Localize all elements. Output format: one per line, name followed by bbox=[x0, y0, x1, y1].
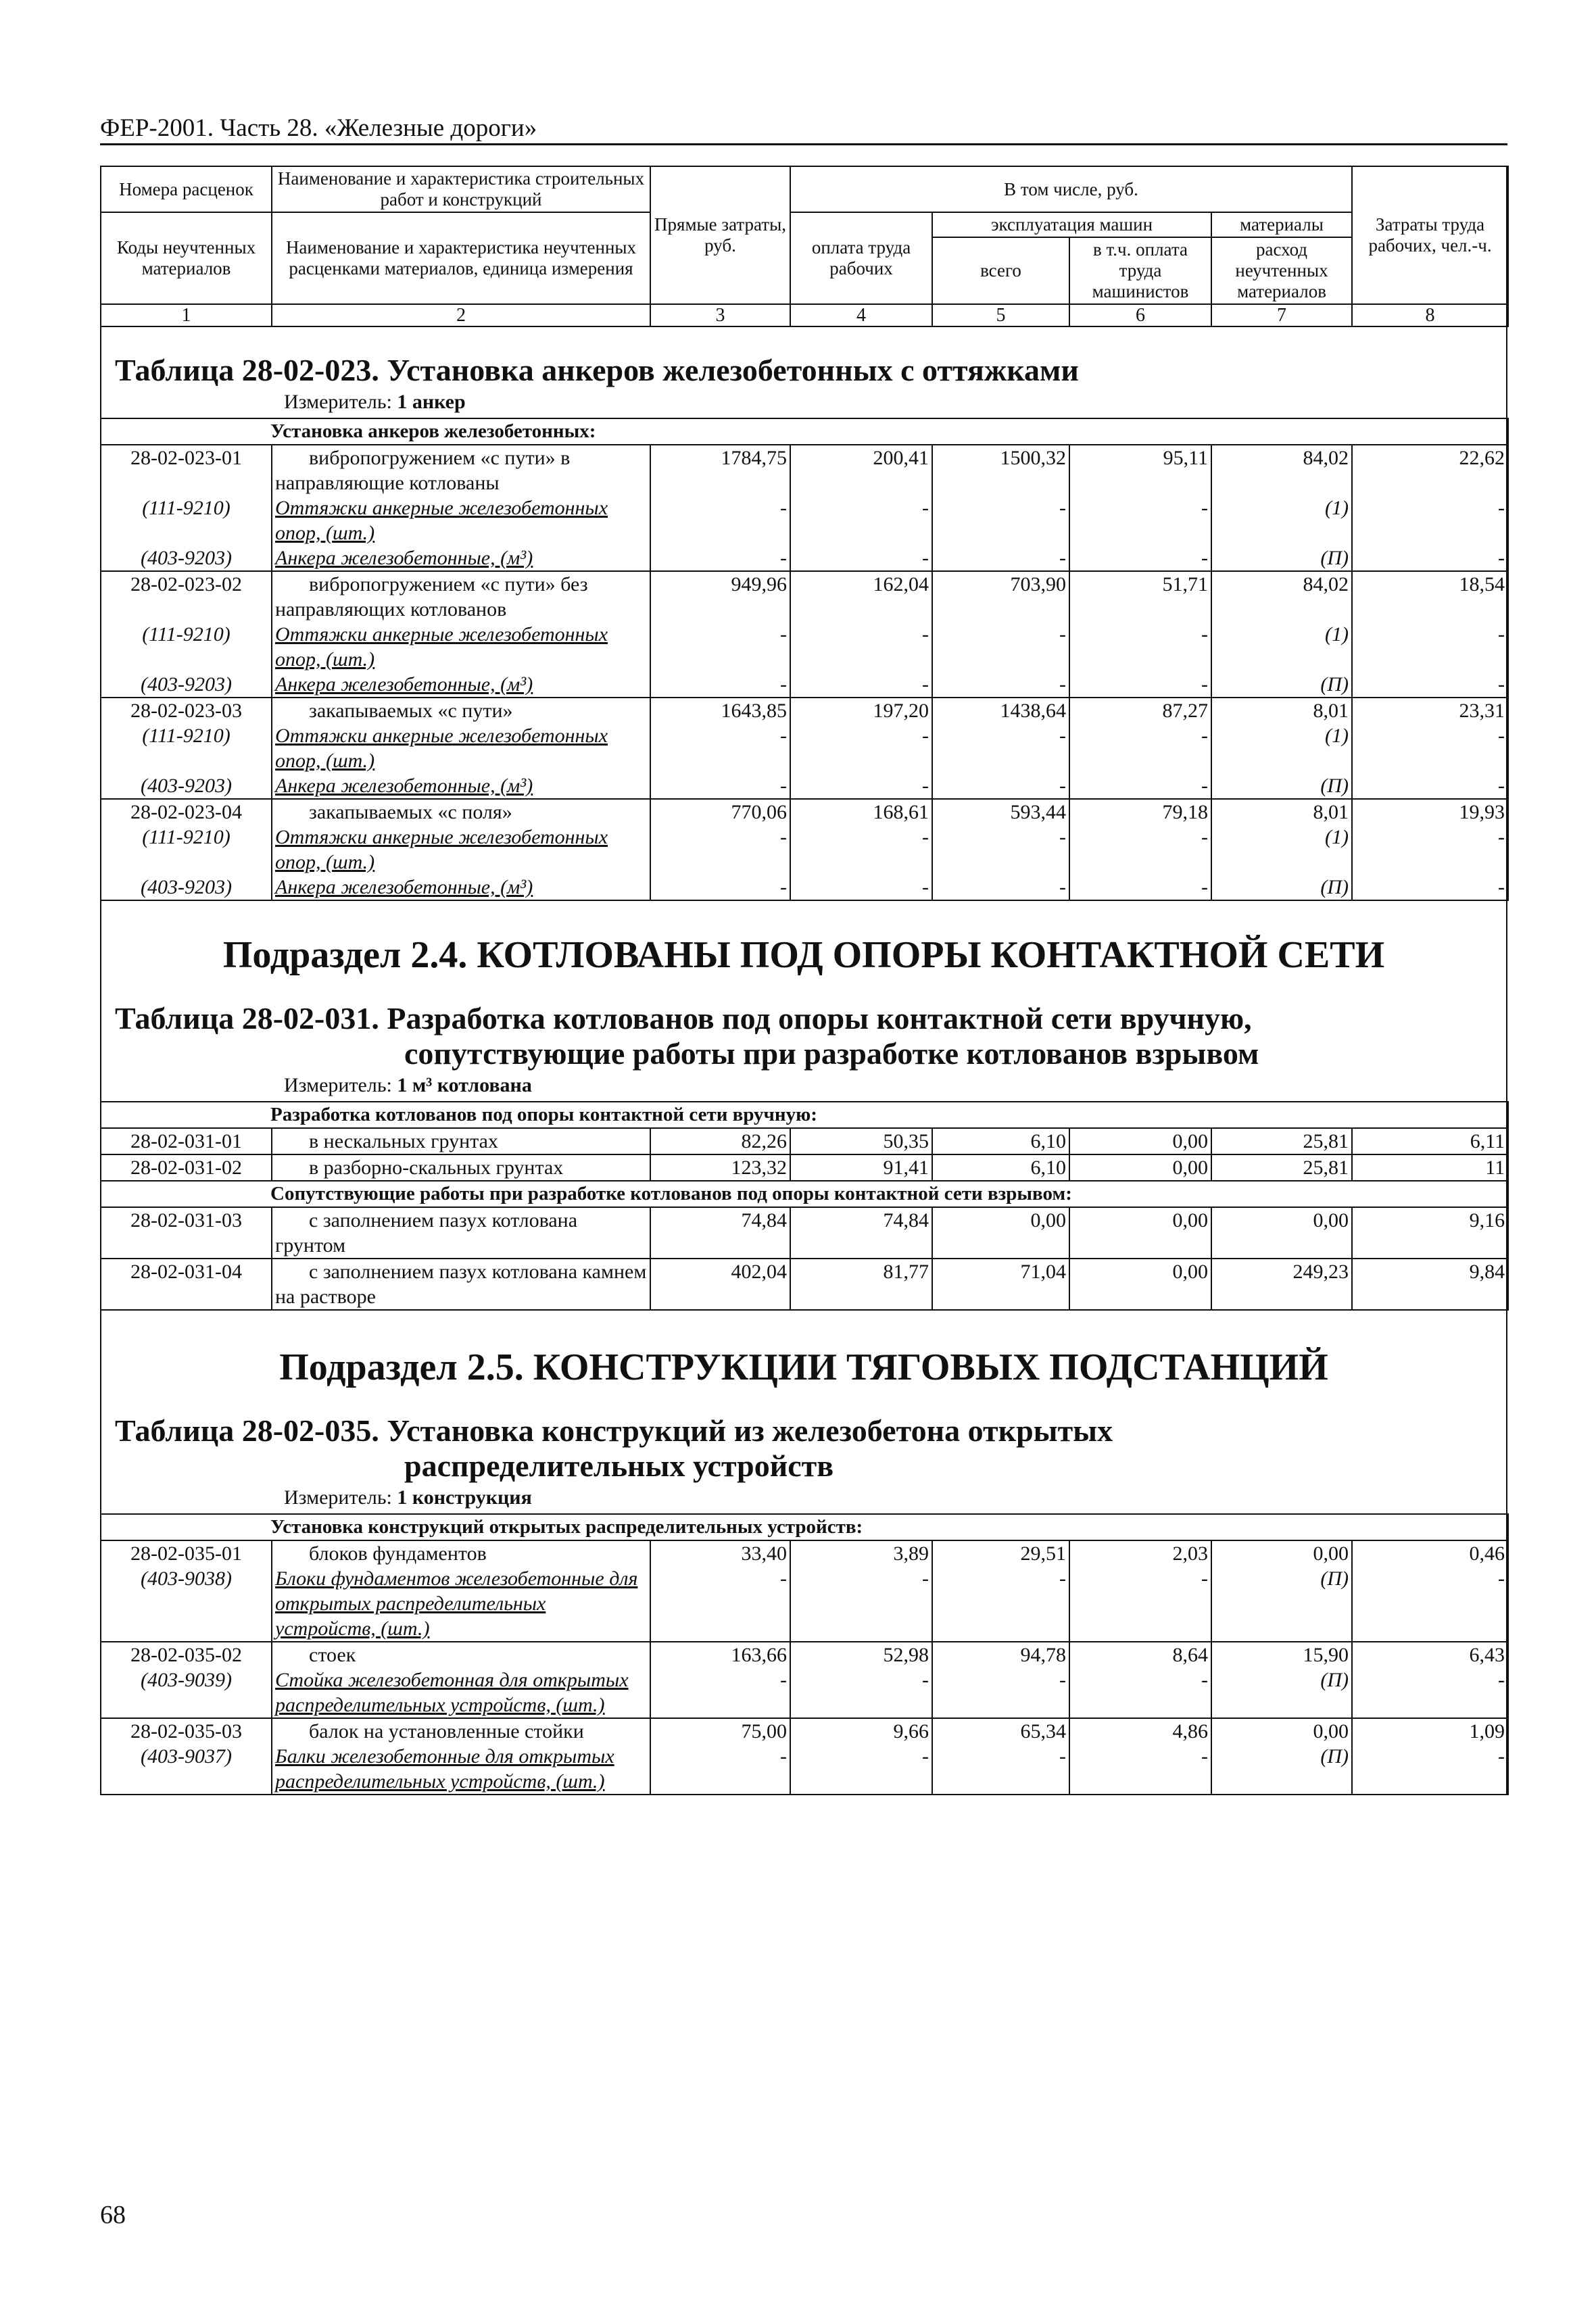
value-cell: - bbox=[790, 875, 932, 900]
value-cell: 0,00 bbox=[1069, 1207, 1211, 1259]
value-cell: - bbox=[650, 1744, 790, 1795]
rate-code: 28-02-031-02 bbox=[101, 1154, 272, 1181]
rate-code: 28-02-035-02 bbox=[101, 1642, 272, 1667]
material-name: Блоки фундаментов железобетонные для открытых распределительных устройств, (шт.) bbox=[272, 1566, 650, 1642]
col-consumption-header: расход неучтенных материалов bbox=[1211, 237, 1352, 304]
column-header-table bbox=[100, 166, 1509, 327]
rate-code: 28-02-031-03 bbox=[101, 1207, 272, 1259]
value-cell: 8,01 bbox=[1211, 799, 1352, 825]
value-cell: 2,03 bbox=[1069, 1540, 1211, 1566]
material-row bbox=[101, 825, 1508, 875]
value-cell: 949,96 bbox=[650, 571, 790, 622]
value-cell: - bbox=[932, 773, 1069, 799]
rate-name: с заполнением пазух котлована грунтом bbox=[272, 1207, 650, 1259]
value-cell: 33,40 bbox=[650, 1540, 790, 1566]
value-cell: - bbox=[932, 723, 1069, 773]
col-number: 6 bbox=[1069, 304, 1211, 326]
material-code: (403-9203) bbox=[101, 545, 272, 571]
col-machines-header: эксплуатация машин bbox=[932, 212, 1211, 237]
col-incl-header: В том числе, руб. bbox=[790, 166, 1352, 212]
value-cell: - bbox=[650, 723, 790, 773]
rate-row bbox=[101, 1718, 1508, 1744]
value-cell: - bbox=[1352, 495, 1508, 545]
rates-table bbox=[100, 1101, 1509, 1311]
rate-name: блоков фундаментов bbox=[272, 1540, 650, 1566]
value-cell: - bbox=[932, 825, 1069, 875]
value-cell: 0,00 bbox=[1211, 1540, 1352, 1566]
value-cell: 84,02 bbox=[1211, 445, 1352, 495]
material-code: (403-9203) bbox=[101, 672, 272, 698]
material-name: Оттяжки анкерные железобетонных опор, (шт.) bbox=[272, 622, 650, 672]
rate-name: в нескальных грунтах bbox=[272, 1128, 650, 1154]
rate-row bbox=[101, 1540, 1508, 1566]
measure-label: Измеритель: bbox=[284, 1074, 392, 1096]
value-cell: - bbox=[932, 672, 1069, 698]
value-cell: - bbox=[1069, 1667, 1211, 1718]
measure-value: 1 м³ котлована bbox=[397, 1074, 532, 1096]
value-cell: 0,00 bbox=[1211, 1207, 1352, 1259]
rate-code: 28-02-023-03 bbox=[101, 698, 272, 723]
material-name: Стойка железобетонная для открытых распределительных устройств, (шт.) bbox=[272, 1667, 650, 1718]
value-cell: 82,26 bbox=[650, 1128, 790, 1154]
main-frame bbox=[100, 166, 1507, 1795]
value-cell: (П) bbox=[1211, 773, 1352, 799]
rate-code: 28-02-031-01 bbox=[101, 1128, 272, 1154]
value-cell: 75,00 bbox=[650, 1718, 790, 1744]
measure-label: Измеритель: bbox=[284, 391, 392, 413]
value-cell: (1) bbox=[1211, 622, 1352, 672]
rate-row bbox=[101, 1259, 1508, 1310]
group-row bbox=[101, 1514, 1508, 1540]
rate-name: стоек bbox=[272, 1642, 650, 1667]
value-cell: 1,09 bbox=[1352, 1718, 1508, 1744]
value-cell: 9,84 bbox=[1352, 1259, 1508, 1310]
value-cell: 94,78 bbox=[932, 1642, 1069, 1667]
value-cell: - bbox=[1069, 825, 1211, 875]
value-cell: 9,66 bbox=[790, 1718, 932, 1744]
value-cell: - bbox=[650, 495, 790, 545]
measure-value: 1 конструкция bbox=[397, 1486, 532, 1509]
value-cell: 95,11 bbox=[1069, 445, 1211, 495]
value-cell: - bbox=[932, 875, 1069, 900]
measure-line bbox=[284, 391, 1507, 414]
value-cell: 1500,32 bbox=[932, 445, 1069, 495]
value-cell: 0,00 bbox=[932, 1207, 1069, 1259]
group-label: Установка конструкций открытых распределительных устройств: bbox=[101, 1514, 1508, 1540]
value-cell: 6,43 bbox=[1352, 1642, 1508, 1667]
frame-border-left bbox=[100, 166, 101, 1795]
value-cell: - bbox=[650, 875, 790, 900]
rate-name: закапываемых «с поля» bbox=[272, 799, 650, 825]
material-row bbox=[101, 672, 1508, 698]
value-cell: 0,00 bbox=[1069, 1259, 1211, 1310]
value-cell: 593,44 bbox=[932, 799, 1069, 825]
material-name: Анкера железобетонные, (м³) bbox=[272, 875, 650, 900]
rate-code: 28-02-035-03 bbox=[101, 1718, 272, 1744]
value-cell: - bbox=[790, 1566, 932, 1642]
value-cell: (П) bbox=[1211, 1667, 1352, 1718]
value-cell: 249,23 bbox=[1211, 1259, 1352, 1310]
value-cell: - bbox=[650, 672, 790, 698]
rate-name: вибропогружением «с пути» в направляющие котлованы bbox=[272, 445, 650, 495]
value-cell: - bbox=[790, 825, 932, 875]
rate-row bbox=[101, 1207, 1508, 1259]
value-cell: 4,86 bbox=[1069, 1718, 1211, 1744]
rate-code: 28-02-031-04 bbox=[101, 1259, 272, 1310]
value-cell: 1643,85 bbox=[650, 698, 790, 723]
value-cell: 19,93 bbox=[1352, 799, 1508, 825]
material-name: Анкера железобетонные, (м³) bbox=[272, 672, 650, 698]
value-cell: 9,16 bbox=[1352, 1207, 1508, 1259]
material-code: (111-9210) bbox=[101, 723, 272, 773]
value-cell: 18,54 bbox=[1352, 571, 1508, 622]
value-cell: - bbox=[1352, 1667, 1508, 1718]
value-cell: - bbox=[1069, 1566, 1211, 1642]
table-title: Таблица 28-02-031. Разработка котлованов под опоры контактной сети вручную, bbox=[115, 1001, 1252, 1035]
group-label: Установка анкеров железобетонных: bbox=[101, 418, 1508, 445]
value-cell: (1) bbox=[1211, 495, 1352, 545]
value-cell: 0,00 bbox=[1069, 1154, 1211, 1181]
col-number: 1 bbox=[101, 304, 272, 326]
value-cell: 22,62 bbox=[1352, 445, 1508, 495]
page-number: 68 bbox=[100, 2201, 126, 2229]
value-cell: - bbox=[790, 622, 932, 672]
rate-code: 28-02-035-01 bbox=[101, 1540, 272, 1566]
value-cell: - bbox=[1352, 723, 1508, 773]
value-cell: 23,31 bbox=[1352, 698, 1508, 723]
value-cell: 0,46 bbox=[1352, 1540, 1508, 1566]
value-cell: (П) bbox=[1211, 1744, 1352, 1795]
material-name: Балки железобетонные для открытых распределительных устройств, (шт.) bbox=[272, 1744, 650, 1795]
material-row bbox=[101, 495, 1508, 545]
value-cell: - bbox=[650, 1566, 790, 1642]
rate-code: 28-02-023-04 bbox=[101, 799, 272, 825]
value-cell: - bbox=[1352, 1566, 1508, 1642]
value-cell: - bbox=[790, 773, 932, 799]
value-cell: - bbox=[932, 1744, 1069, 1795]
value-cell: - bbox=[1352, 622, 1508, 672]
value-cell: 65,34 bbox=[932, 1718, 1069, 1744]
col-number: 8 bbox=[1352, 304, 1508, 326]
header-rule bbox=[100, 143, 1507, 145]
value-cell: - bbox=[932, 622, 1069, 672]
value-cell: - bbox=[932, 1566, 1069, 1642]
material-code: (403-9203) bbox=[101, 773, 272, 799]
value-cell: - bbox=[790, 672, 932, 698]
value-cell: - bbox=[790, 495, 932, 545]
value-cell: 8,64 bbox=[1069, 1642, 1211, 1667]
tables-content bbox=[100, 353, 1507, 1795]
value-cell: 51,71 bbox=[1069, 571, 1211, 622]
rate-row bbox=[101, 1154, 1508, 1181]
rate-name: с заполнением пазух котлована камнем на растворе bbox=[272, 1259, 650, 1310]
value-cell: - bbox=[932, 1667, 1069, 1718]
value-cell: - bbox=[1069, 622, 1211, 672]
col-mat-codes-header: Коды неучтенных материалов bbox=[101, 212, 272, 304]
material-name: Оттяжки анкерные железобетонных опор, (шт.) bbox=[272, 495, 650, 545]
col-number: 2 bbox=[272, 304, 650, 326]
col-drivers-header: в т.ч. оплата труда машинистов bbox=[1069, 237, 1211, 304]
material-code: (403-9203) bbox=[101, 875, 272, 900]
material-name: Оттяжки анкерные железобетонных опор, (шт.) bbox=[272, 825, 650, 875]
value-cell: - bbox=[1069, 723, 1211, 773]
value-cell: 52,98 bbox=[790, 1642, 932, 1667]
table-title: Таблица 28-02-035. Установка конструкций из железобетона открытых bbox=[115, 1413, 1113, 1448]
material-row bbox=[101, 723, 1508, 773]
value-cell: - bbox=[1069, 1744, 1211, 1795]
col-labor-header: Затраты труда рабочих, чел.-ч. bbox=[1352, 166, 1508, 304]
value-cell: 163,66 bbox=[650, 1642, 790, 1667]
value-cell: 11 bbox=[1352, 1154, 1508, 1181]
value-cell: 84,02 bbox=[1211, 571, 1352, 622]
rates-table bbox=[100, 1513, 1509, 1795]
value-cell: - bbox=[790, 1744, 932, 1795]
frame-border-right bbox=[1506, 166, 1507, 1795]
rate-name: вибропогружением «с пути» без направляющих котлованов bbox=[272, 571, 650, 622]
table-title-continued: сопутствующие работы при разработке котлованов взрывом bbox=[404, 1036, 1259, 1071]
value-cell: 25,81 bbox=[1211, 1128, 1352, 1154]
material-code: (111-9210) bbox=[101, 622, 272, 672]
material-row bbox=[101, 773, 1508, 799]
table-title-continued: распределительных устройств bbox=[404, 1448, 834, 1483]
value-cell: (П) bbox=[1211, 875, 1352, 900]
value-cell: - bbox=[650, 1667, 790, 1718]
value-cell: 1784,75 bbox=[650, 445, 790, 495]
value-cell: 15,90 bbox=[1211, 1642, 1352, 1667]
value-cell: (П) bbox=[1211, 1566, 1352, 1642]
value-cell: 87,27 bbox=[1069, 698, 1211, 723]
material-row bbox=[101, 875, 1508, 900]
value-cell: 197,20 bbox=[790, 698, 932, 723]
rate-row bbox=[101, 799, 1508, 825]
material-row bbox=[101, 1667, 1508, 1718]
value-cell: 123,32 bbox=[650, 1154, 790, 1181]
group-row bbox=[101, 1181, 1508, 1207]
col-number: 5 bbox=[932, 304, 1069, 326]
value-cell: - bbox=[1069, 672, 1211, 698]
rate-name: балок на установленные стойки bbox=[272, 1718, 650, 1744]
col-mat-name-header: Наименование и характеристика неучтенных расценками материалов, единица измерения bbox=[272, 212, 650, 304]
value-cell: 6,11 bbox=[1352, 1128, 1508, 1154]
value-cell: 0,00 bbox=[1211, 1718, 1352, 1744]
value-cell: - bbox=[1069, 773, 1211, 799]
value-cell: 168,61 bbox=[790, 799, 932, 825]
value-cell: 81,77 bbox=[790, 1259, 932, 1310]
group-row bbox=[101, 1102, 1508, 1128]
section-heading: Подраздел 2.4. КОТЛОВАНЫ ПОД ОПОРЫ КОНТАКТНОЙ СЕТИ bbox=[222, 934, 1385, 976]
value-cell: (1) bbox=[1211, 723, 1352, 773]
col-codes-header: Номера расценок bbox=[101, 166, 272, 212]
value-cell: - bbox=[1352, 545, 1508, 571]
value-cell: - bbox=[650, 773, 790, 799]
value-cell: - bbox=[790, 723, 932, 773]
value-cell: 25,81 bbox=[1211, 1154, 1352, 1181]
value-cell: 74,84 bbox=[790, 1207, 932, 1259]
measure-value: 1 анкер bbox=[397, 391, 466, 413]
value-cell: - bbox=[650, 825, 790, 875]
value-cell: 703,90 bbox=[932, 571, 1069, 622]
value-cell: 6,10 bbox=[932, 1128, 1069, 1154]
col-pay-header: оплата труда рабочих bbox=[790, 212, 932, 304]
rate-row bbox=[101, 445, 1508, 495]
rate-row bbox=[101, 1642, 1508, 1667]
table-title: Таблица 28-02-023. Установка анкеров железобетонных с оттяжками bbox=[115, 353, 1079, 387]
value-cell: (П) bbox=[1211, 672, 1352, 698]
value-cell: 402,04 bbox=[650, 1259, 790, 1310]
value-cell: 29,51 bbox=[932, 1540, 1069, 1566]
value-cell: - bbox=[1352, 825, 1508, 875]
value-cell: - bbox=[1069, 495, 1211, 545]
value-cell: 91,41 bbox=[790, 1154, 932, 1181]
rate-row bbox=[101, 698, 1508, 723]
material-row bbox=[101, 622, 1508, 672]
measure-line bbox=[284, 1486, 1507, 1509]
rate-code: 28-02-023-01 bbox=[101, 445, 272, 495]
material-code: (111-9210) bbox=[101, 825, 272, 875]
value-cell: - bbox=[1352, 1744, 1508, 1795]
rate-code: 28-02-023-02 bbox=[101, 571, 272, 622]
value-cell: - bbox=[790, 1667, 932, 1718]
rates-table bbox=[100, 418, 1509, 901]
material-row bbox=[101, 1566, 1508, 1642]
value-cell: 50,35 bbox=[790, 1128, 932, 1154]
material-name: Анкера железобетонные, (м³) bbox=[272, 773, 650, 799]
col-number: 7 bbox=[1211, 304, 1352, 326]
value-cell: 79,18 bbox=[1069, 799, 1211, 825]
value-cell: - bbox=[1352, 875, 1508, 900]
group-label: Разработка котлованов под опоры контактной сети вручную: bbox=[101, 1102, 1508, 1128]
value-cell: - bbox=[650, 545, 790, 571]
rate-row bbox=[101, 571, 1508, 622]
col-number: 3 bbox=[650, 304, 790, 326]
value-cell: (1) bbox=[1211, 825, 1352, 875]
value-cell: (П) bbox=[1211, 545, 1352, 571]
value-cell: - bbox=[650, 622, 790, 672]
value-cell: - bbox=[1069, 875, 1211, 900]
value-cell: 71,04 bbox=[932, 1259, 1069, 1310]
value-cell: 6,10 bbox=[932, 1154, 1069, 1181]
group-row bbox=[101, 418, 1508, 445]
material-code: (403-9039) bbox=[101, 1667, 272, 1718]
material-row bbox=[101, 1744, 1508, 1795]
value-cell: 200,41 bbox=[790, 445, 932, 495]
material-code: (403-9038) bbox=[101, 1566, 272, 1642]
col-direct-costs-header: Прямые затраты, руб. bbox=[650, 166, 790, 304]
value-cell: 3,89 bbox=[790, 1540, 932, 1566]
material-row bbox=[101, 545, 1508, 571]
material-name: Оттяжки анкерные железобетонных опор, (шт.) bbox=[272, 723, 650, 773]
col-total-header: всего bbox=[932, 237, 1069, 304]
running-header: ФЕР-2001. Часть 28. «Железные дороги» bbox=[100, 114, 537, 142]
col-number: 4 bbox=[790, 304, 932, 326]
material-code: (111-9210) bbox=[101, 495, 272, 545]
rate-row bbox=[101, 1128, 1508, 1154]
value-cell: - bbox=[932, 495, 1069, 545]
section-heading: Подраздел 2.5. КОНСТРУКЦИИ ТЯГОВЫХ ПОДСТАНЦИЙ bbox=[279, 1346, 1328, 1388]
measure-line bbox=[284, 1074, 1507, 1097]
value-cell: - bbox=[1069, 545, 1211, 571]
value-cell: - bbox=[790, 545, 932, 571]
value-cell: 8,01 bbox=[1211, 698, 1352, 723]
col-name-header: Наименование и характеристика строительных работ и конструкций bbox=[272, 166, 650, 212]
value-cell: 1438,64 bbox=[932, 698, 1069, 723]
value-cell: 74,84 bbox=[650, 1207, 790, 1259]
value-cell: 0,00 bbox=[1069, 1128, 1211, 1154]
value-cell: - bbox=[1352, 773, 1508, 799]
measure-label: Измеритель: bbox=[284, 1486, 392, 1509]
material-code: (403-9037) bbox=[101, 1744, 272, 1795]
value-cell: 770,06 bbox=[650, 799, 790, 825]
col-materials-header: материалы bbox=[1211, 212, 1352, 237]
material-name: Анкера железобетонные, (м³) bbox=[272, 545, 650, 571]
rate-name: закапываемых «с пути» bbox=[272, 698, 650, 723]
value-cell: - bbox=[932, 545, 1069, 571]
value-cell: - bbox=[1352, 672, 1508, 698]
value-cell: 162,04 bbox=[790, 571, 932, 622]
group-label: Сопутствующие работы при разработке котлованов под опоры контактной сети взрывом: bbox=[101, 1181, 1508, 1207]
rate-name: в разборно-скальных грунтах bbox=[272, 1154, 650, 1181]
